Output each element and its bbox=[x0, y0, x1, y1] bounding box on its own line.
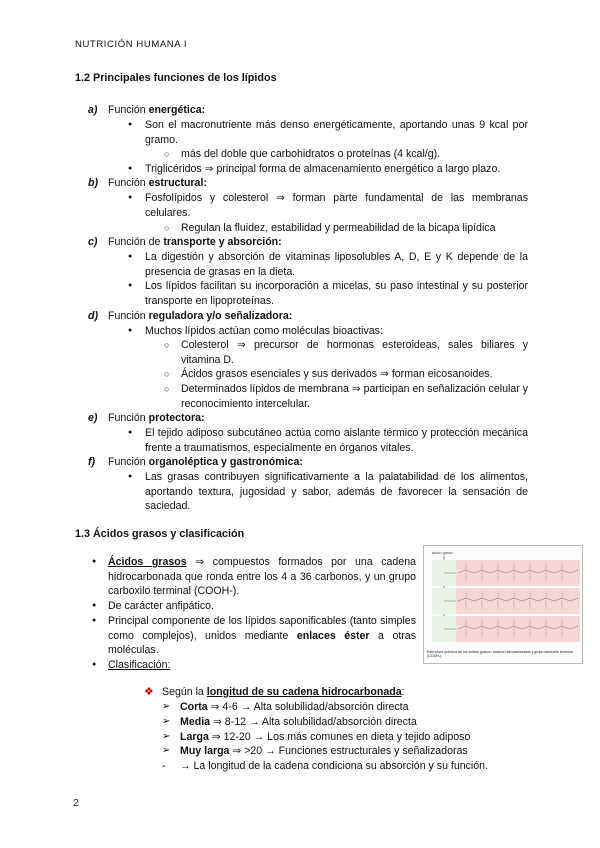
list-item-clasificacion: ● Clasificación: bbox=[90, 658, 416, 673]
function-letter: d) bbox=[88, 309, 98, 322]
sub-list-item: ○ más del doble que carbohidratos o proteínas (4 kcal/g). bbox=[88, 147, 528, 162]
function-letter: e) bbox=[88, 412, 98, 425]
list-item: ● Son el macronutriente más denso energéticamente, aportando unas 9 kcal por gramo. bbox=[88, 118, 528, 147]
term-enlaces-ester: enlaces éster bbox=[296, 629, 370, 642]
chain-length-desc: ⇒ 4-6 → Alta solubilidad/absorción directa bbox=[207, 701, 409, 713]
chain-length-name: Larga bbox=[180, 730, 209, 743]
function-estructural bbox=[88, 176, 528, 235]
function-prefix: Función bbox=[108, 412, 149, 425]
function-name: estructural: bbox=[148, 177, 207, 190]
function-letter: a) bbox=[88, 104, 98, 116]
function-organoleptica bbox=[88, 455, 528, 514]
function-reguladora bbox=[88, 309, 528, 412]
classification-item bbox=[144, 730, 534, 745]
classification-item bbox=[144, 700, 534, 715]
list-item: ● La digestión y absorción de vitaminas liposolubles A, D, E y K depende de la presencia de grasas en la dieta. bbox=[88, 250, 528, 279]
arrow-bullet-icon: ➢ bbox=[162, 730, 171, 742]
function-prefix: Función bbox=[108, 104, 149, 116]
sub-list-item: ○ Colesterol ⇒ precursor de hormonas esteroideas, sales biliares y vitamina D. bbox=[88, 338, 528, 367]
list-item: ● De carácter anfipático. bbox=[90, 599, 416, 614]
figure-caption: Estructura química de los ácidos grasos: cadena hidrocarbonada y grupo carboxilo terminal (COOH-). bbox=[427, 650, 573, 659]
fatty-acid-structure-figure bbox=[423, 545, 583, 664]
chain-region bbox=[456, 616, 580, 642]
figure-label: ácido graso bbox=[432, 550, 453, 555]
list-item: ● El tejido adiposo subcutáneo actúa como aislante térmico y protección mecánica frente a traumatismos, especialmente en órganos vitales. bbox=[88, 426, 528, 455]
classification-heading bbox=[144, 685, 534, 700]
text-span: : bbox=[401, 686, 405, 698]
dash-bullet: - bbox=[162, 760, 166, 773]
chain-length-desc: ⇒ 8-12 → Alta solubilidad/absorción directa bbox=[210, 715, 417, 728]
function-letter: c) bbox=[88, 236, 98, 249]
text-span: a otras moléculas. bbox=[108, 629, 416, 657]
classification-item bbox=[144, 715, 534, 730]
list-item bbox=[90, 614, 416, 658]
function-name: energética: bbox=[148, 104, 206, 116]
term-acidos-grasos: Ácidos grasos bbox=[108, 556, 187, 568]
classification-block bbox=[144, 685, 534, 774]
function-prefix: Función de bbox=[108, 236, 164, 249]
page-header: NUTRICIÓN HUMANA I bbox=[75, 39, 188, 50]
function-name: organoléptica y gastronómica: bbox=[148, 456, 303, 469]
arrow-bullet-icon: ➢ bbox=[162, 701, 171, 712]
note-text: → La longitud de la cadena condiciona su absorción y su función. bbox=[180, 760, 489, 773]
chain-length-desc: ⇒ >20 → Funciones estructurales y señalizadoras bbox=[229, 745, 468, 758]
function-transporte bbox=[88, 235, 528, 308]
classification-note bbox=[144, 759, 534, 774]
function-prefix: Función bbox=[108, 309, 149, 322]
list-item bbox=[90, 555, 416, 599]
function-letter: f) bbox=[88, 456, 96, 469]
arrow-bullet-icon: ➢ bbox=[162, 715, 171, 727]
classification-item bbox=[144, 744, 534, 759]
functions-list bbox=[88, 103, 528, 514]
function-name: transporte y absorción: bbox=[163, 236, 282, 249]
term-definition: ⇒ compuestos formados por una cadena hidrocarbonada que ronda entre los 4 a 36 carbonos, y un grupo carboxilo terminal (COOH-). bbox=[108, 556, 416, 598]
chain-region bbox=[456, 588, 580, 614]
function-prefix: Función bbox=[108, 456, 149, 469]
function-prefix: Función bbox=[108, 177, 149, 190]
text-span: Según la bbox=[162, 686, 207, 698]
list-item: ● Los lípidos facilitan su incorporación a micelas, su paso intestinal y su posterior transporte en lipoproteínas. bbox=[88, 279, 528, 308]
function-energetica bbox=[88, 103, 528, 176]
list-item: ● Triglicéridos ⇒ principal forma de almacenamiento energético a largo plazo. bbox=[88, 162, 528, 177]
function-protectora bbox=[88, 411, 528, 455]
list-item: ● Las grasas contribuyen significativamente a la palatabilidad de los alimentos, aportando textura, jugosidad y sabor, además de favorecer la sensación de saciedad. bbox=[88, 470, 528, 514]
chain-length-name: Media bbox=[180, 715, 211, 728]
page-number: 2 bbox=[73, 797, 79, 809]
chain-region bbox=[456, 560, 580, 586]
section-1-3-title: 1.3 Ácidos grasos y clasificación bbox=[75, 528, 245, 540]
fatty-acid-diagram bbox=[424, 546, 582, 650]
fatty-acids-list bbox=[90, 555, 416, 673]
sub-list-item: ○ Regulan la fluidez, estabilidad y permeabilidad de la bicapa lipídica bbox=[88, 221, 528, 236]
sub-list-item: ○ Ácidos grasos esenciales y sus derivados ⇒ forman eicosanoides. bbox=[88, 367, 528, 382]
sub-list-item: ○ Determinados lípidos de membrana ⇒ participan en señalización celular y reconocimiento intercelular. bbox=[88, 382, 528, 411]
function-name: protectora: bbox=[148, 412, 205, 425]
function-letter: b) bbox=[88, 177, 98, 190]
list-item: ● Fosfolípidos y colesterol ⇒ forman parte fundamental de las membranas celulares. bbox=[88, 191, 528, 220]
chain-length-name: Muy larga bbox=[180, 745, 230, 758]
arrow-bullet-icon: ➢ bbox=[162, 745, 171, 757]
section-1-2-title: 1.2 Principales funciones de los lípidos bbox=[75, 72, 277, 84]
list-item: ● Muchos lípidos actúan como moléculas bioactivas: bbox=[88, 324, 528, 339]
diamond-bullet-icon: ❖ bbox=[144, 686, 154, 698]
chain-length-name: Corta bbox=[180, 701, 208, 713]
function-name: reguladora y/o señalizadora: bbox=[148, 309, 293, 322]
classification-term: longitud de su cadena hidrocarbonada bbox=[206, 686, 402, 698]
chain-length-desc: ⇒ 12-20 → Los más comunes en dieta y tejido adiposo bbox=[208, 730, 471, 743]
text-span: Principal componente de los lípidos saponificables (tanto simples como complejos), unidos mediante bbox=[108, 614, 416, 642]
